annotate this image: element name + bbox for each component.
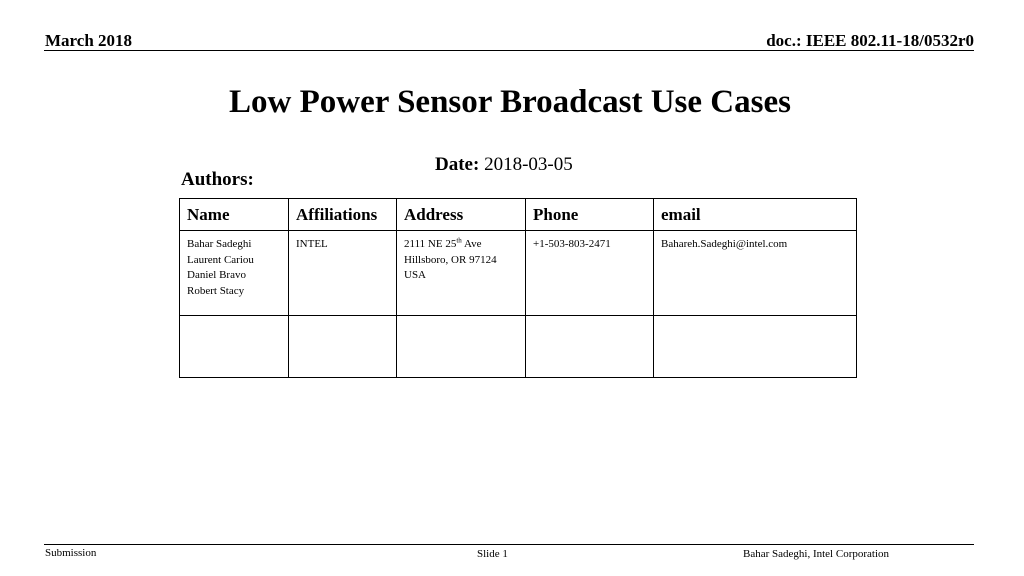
cell-names [180,231,289,316]
footer-divider [44,544,974,545]
address-line-2: Hillsboro, OR 97124 [404,253,497,266]
authors-label: Authors: [181,169,254,190]
cell-empty [180,316,289,378]
author-name: Robert Stacy [187,284,245,297]
column-header-phone: Phone [526,199,654,231]
cell-phone: +1-503-803-2471 [526,231,654,316]
cell-empty [397,316,526,378]
address-line-1 [404,237,518,253]
table-row [180,231,857,316]
authors-table [179,198,857,378]
header-date: March 2018 [45,31,133,50]
address-street-type: Ave [461,238,482,250]
column-header-name: Name [180,199,289,231]
cell-email: Bahareh.Sadeghi@intel.com [654,231,857,316]
table-header-row [180,199,857,231]
date-label: Date: [435,154,480,175]
address-line-3: USA [404,269,427,281]
author-name: Bahar Sadeghi [187,238,252,250]
footer-author: Bahar Sadeghi, Intel Corporation [743,548,890,560]
cell-empty [289,316,397,378]
column-header-affiliations: Affiliations [289,199,397,231]
cell-affiliation: INTEL [289,231,397,316]
table-row-empty [180,316,857,378]
address-ordinal-suffix: th [456,236,462,245]
column-header-email: email [654,199,857,231]
author-name: Laurent Cariou [187,253,254,266]
author-name: Daniel Bravo [187,269,246,281]
slide-title: Low Power Sensor Broadcast Use Cases [229,84,791,120]
footer-slide-number: Slide 1 [477,548,508,560]
cell-empty [526,316,654,378]
column-header-address: Address [397,199,526,231]
date-line [435,154,573,176]
date-value: 2018-03-05 [484,154,573,175]
cell-address [397,231,526,316]
header-divider [44,50,974,51]
cell-empty [654,316,857,378]
footer-submission: Submission [45,547,97,559]
header-doc-id: doc.: IEEE 802.11-18/0532r0 [766,31,974,50]
address-street: 2111 NE 25 [404,238,457,250]
